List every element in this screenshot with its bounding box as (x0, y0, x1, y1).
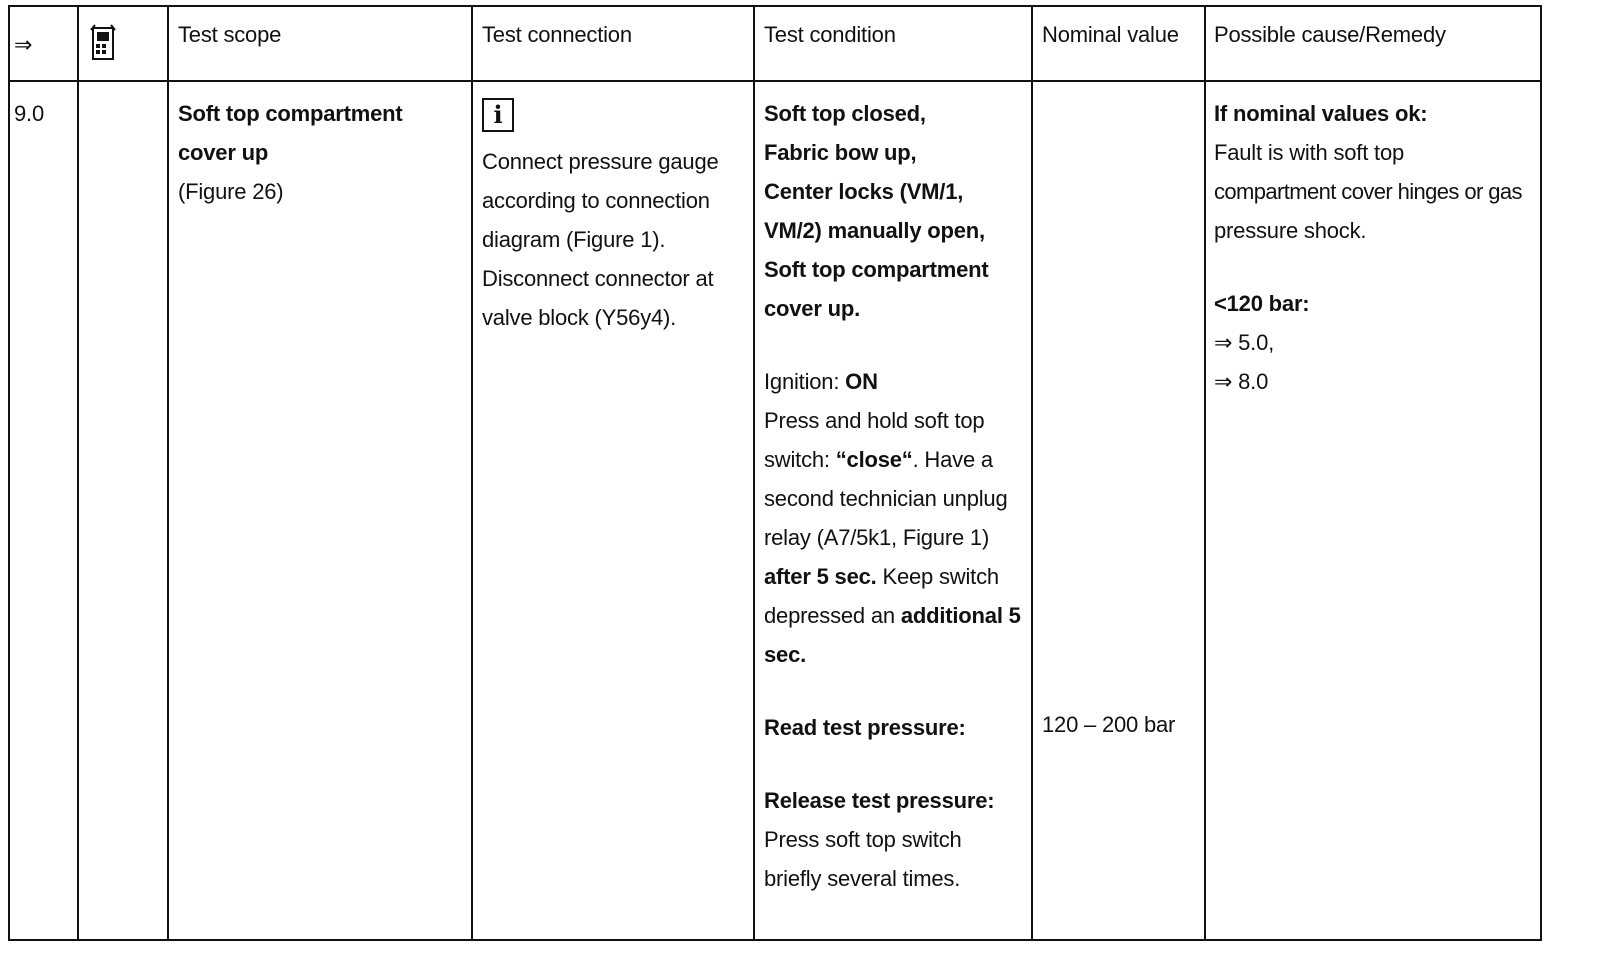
press-have-text: . Have a (912, 447, 993, 472)
col-border-0 (8, 5, 10, 941)
step-number: 9.0 (14, 101, 44, 126)
condition-line: Soft top closed, (764, 101, 926, 126)
remedy-ok-title: If nominal values ok: (1214, 101, 1428, 126)
scope-figure-ref: (Figure 26) (178, 179, 284, 204)
depressed-text: depressed an (764, 603, 901, 628)
connection-line: Disconnect connector at (482, 266, 714, 291)
col-border-6 (1204, 5, 1206, 941)
connection-line: valve block (Y56y4). (482, 305, 677, 330)
release-line: briefly several times. (764, 866, 961, 891)
remedy-line: pressure shock. (1214, 218, 1367, 243)
nominal-value: 120 – 200 bar (1042, 712, 1176, 737)
press-line: Press and hold soft top (764, 408, 985, 433)
after-line (764, 557, 1026, 596)
ignition-value: ON (845, 369, 878, 394)
condition-line: Soft top compartment (764, 257, 989, 282)
test-connection-cell (482, 94, 747, 337)
header-possible-cause: Possible cause/Remedy (1214, 22, 1446, 47)
remedy-ref-link[interactable]: ⇒ 5.0, (1214, 330, 1275, 355)
info-icon: i (482, 98, 514, 132)
table-bottom-border (8, 939, 1542, 941)
release-pressure: Release test pressure: (764, 788, 995, 813)
header-test-scope: Test scope (178, 22, 282, 47)
connection-line: Connect pressure gauge (482, 149, 719, 174)
condition-line: Center locks (VM/1, (764, 179, 964, 204)
test-scope-cell (178, 94, 463, 211)
press-line: relay (A7/5k1, Figure 1) (764, 525, 990, 550)
header-nominal-value: Nominal value (1042, 22, 1179, 47)
remedy-ref-link[interactable]: ⇒ 8.0 (1214, 369, 1269, 394)
col-border-3 (471, 5, 473, 941)
test-condition-cell (764, 94, 1026, 898)
remedy-cell (1214, 94, 1544, 401)
header-arrow: ⇒ (14, 32, 33, 57)
remedy-low-title: <120 bar: (1214, 291, 1310, 316)
after-bold: after 5 sec. (764, 564, 877, 589)
tester-icon (90, 24, 116, 62)
col-border-2 (167, 5, 169, 941)
remedy-line: compartment cover hinges or gas (1214, 179, 1522, 204)
read-pressure: Read test pressure: (764, 715, 966, 740)
header-separator (8, 80, 1542, 82)
header-test-condition: Test condition (764, 22, 896, 47)
remedy-line: Fault is with soft top (1214, 140, 1405, 165)
col-border-5 (1031, 5, 1033, 941)
ignition-label: Ignition: (764, 369, 846, 394)
ignition-line (764, 362, 1026, 401)
scope-title-line1: Soft top compartment (178, 101, 403, 126)
connection-line: diagram (Figure 1). (482, 227, 666, 252)
press-line: second technician unplug (764, 486, 1008, 511)
scope-title-line2: cover up (178, 140, 269, 165)
col-border-1 (77, 5, 79, 941)
additional-bold: additional 5 (900, 603, 1021, 628)
connection-line: according to connection (482, 188, 710, 213)
header-test-connection: Test connection (482, 22, 632, 47)
sec-line: sec. (764, 642, 807, 667)
release-line: Press soft top switch (764, 827, 962, 852)
condition-line: cover up. (764, 296, 861, 321)
press-line (764, 440, 1026, 479)
depressed-line (764, 596, 1026, 635)
condition-line: Fabric bow up, (764, 140, 917, 165)
press-close-text: “close“ (835, 447, 913, 472)
table-top-border (8, 5, 1542, 7)
condition-line: VM/2) manually open, (764, 218, 985, 243)
after-rest: Keep switch (876, 564, 999, 589)
col-border-4 (753, 5, 755, 941)
press-switch-text: switch: (764, 447, 836, 472)
